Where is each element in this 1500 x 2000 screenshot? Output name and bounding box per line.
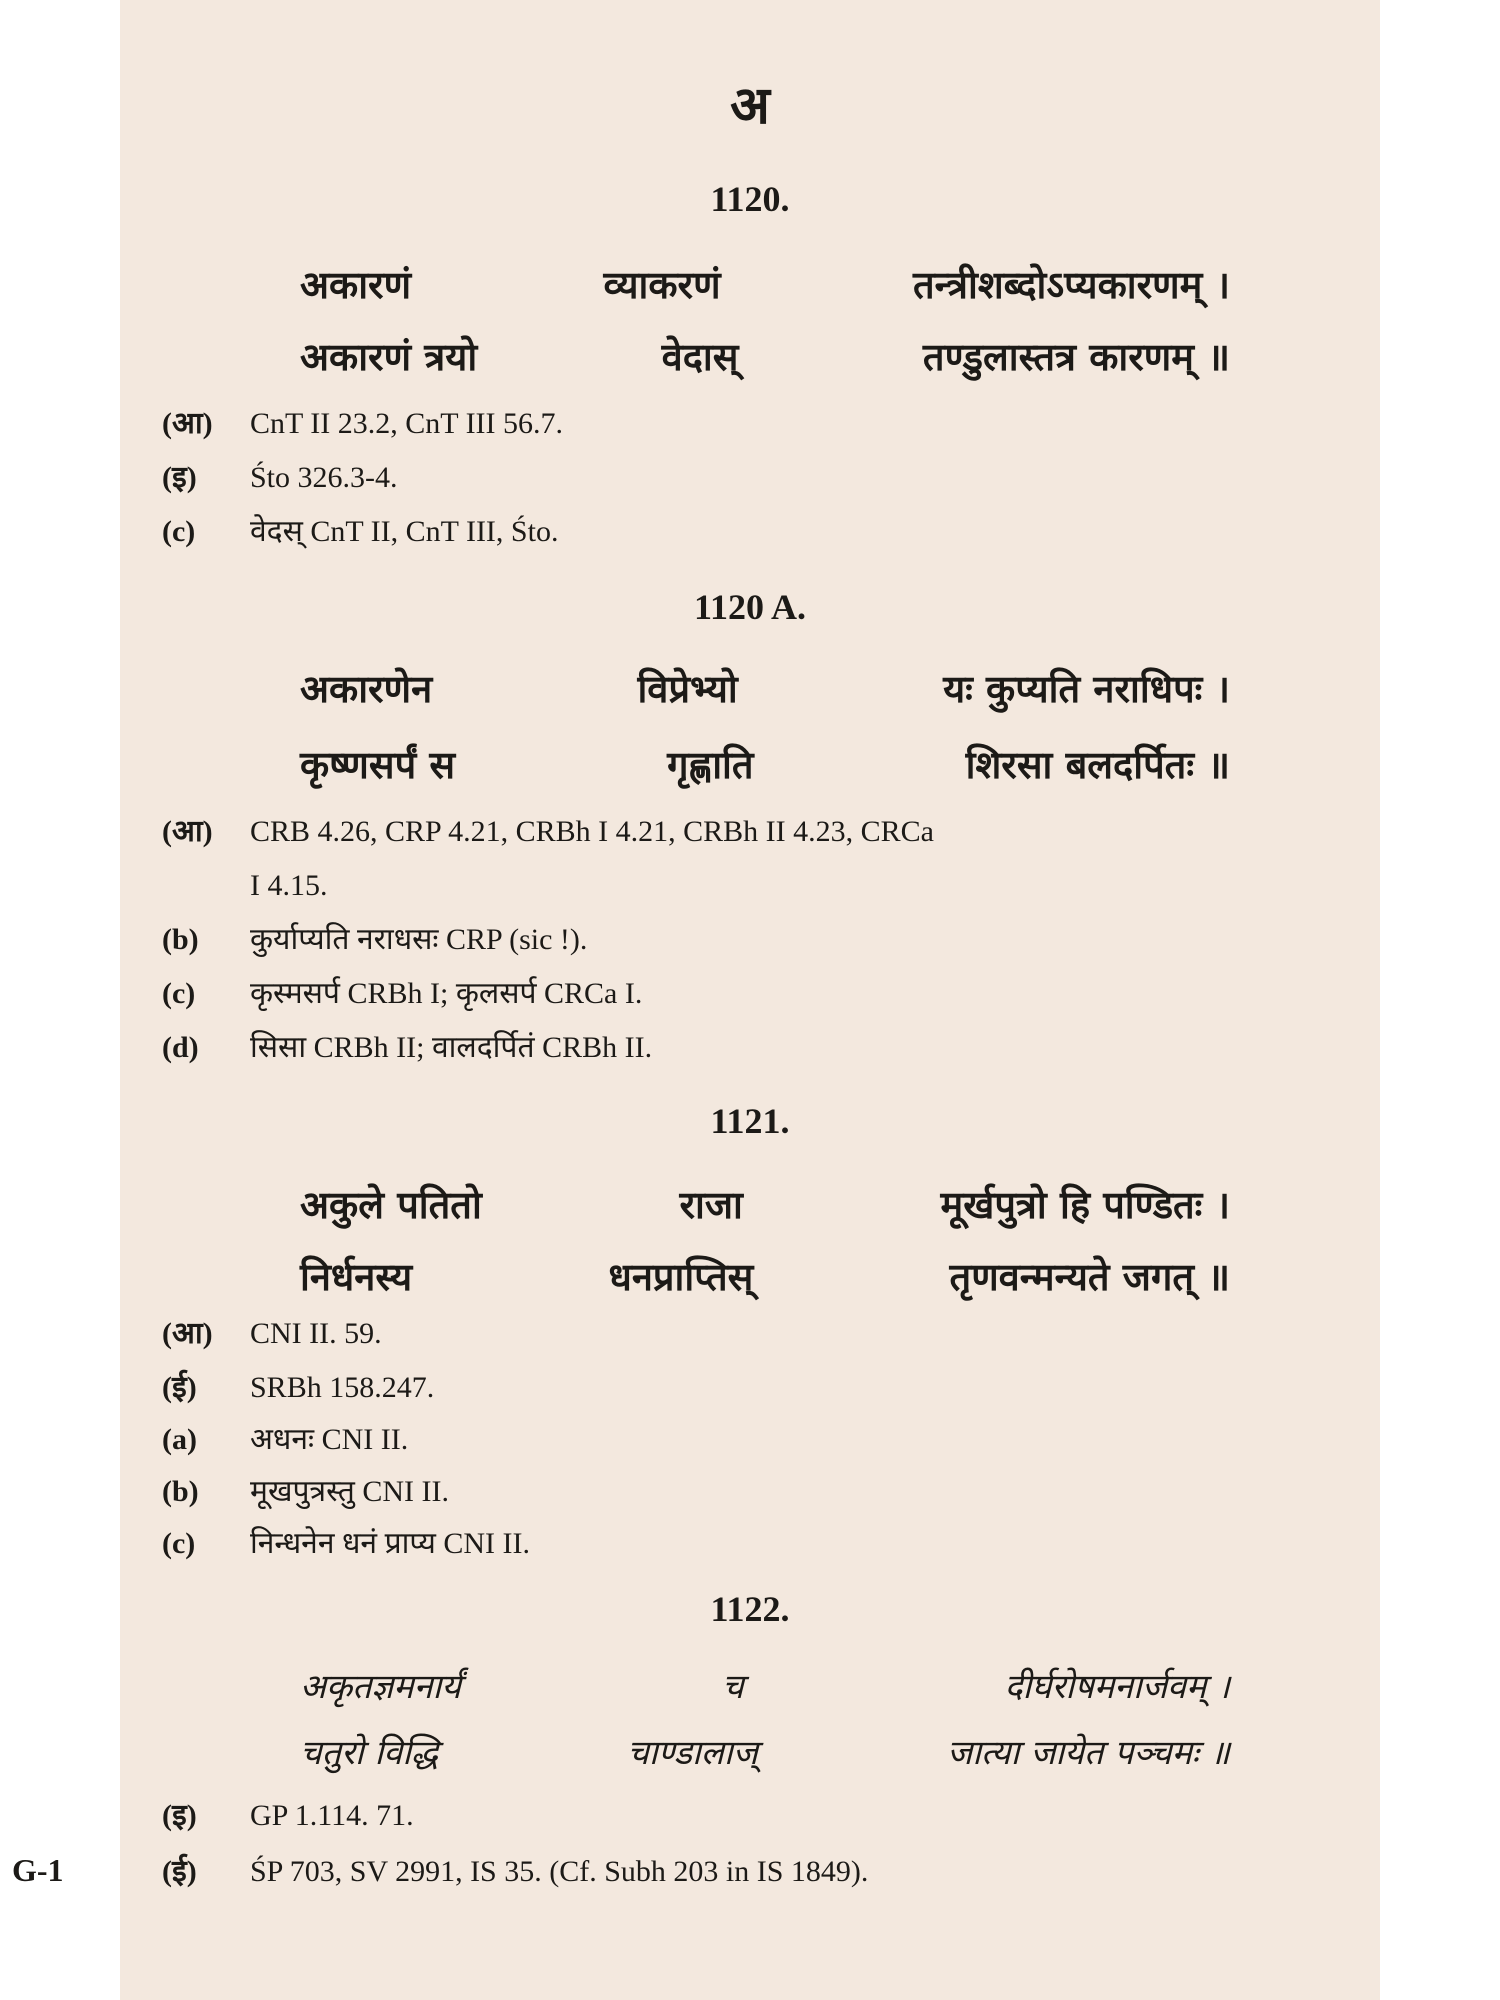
note-line — [162, 1466, 1350, 1518]
note-line — [162, 506, 1350, 558]
signature-mark: G-1 — [12, 1852, 64, 1888]
verse-segment: मूर्खपुत्रो हि पण्डितः । — [940, 1182, 1230, 1227]
note-line — [162, 1846, 1350, 1898]
verse-segment: कृष्णसर्पं स — [300, 742, 456, 787]
verse-line — [300, 1662, 1230, 1708]
verse-segment: तण्डुलास्तत्र कारणम् ॥ — [922, 334, 1230, 379]
book-page — [120, 0, 1380, 2000]
verse-line — [300, 258, 1230, 310]
note-line — [162, 1790, 1350, 1842]
note-marker: (आ) — [162, 1317, 213, 1350]
note-line — [162, 1308, 1350, 1360]
entry-number: 1121. — [710, 1101, 790, 1141]
verse-segment: दीर्घरोषमनार्जवम् । — [1004, 1667, 1230, 1707]
verse-segment: अकृतज्ञमनार्यं — [300, 1667, 461, 1707]
note-marker: (ई) — [162, 1855, 197, 1888]
verse-segment: चाण्डालाज् — [627, 1733, 758, 1773]
note-text: अधनः CNI II. — [250, 1423, 409, 1456]
note-text: CNI II. 59. — [250, 1317, 382, 1350]
note-marker: (आ) — [162, 815, 213, 848]
note-line — [162, 398, 1350, 450]
verse-segment: तृणवन्मन्यते जगत् ॥ — [949, 1254, 1230, 1299]
note-text: वेदस् CnT II, CnT III, Śto. — [250, 515, 559, 548]
note-marker: (इ) — [162, 461, 197, 494]
verse-segment: अकारणं — [300, 262, 412, 307]
verse-segment: निर्धनस्य — [300, 1254, 413, 1299]
note-text: ŚP 703, SV 2991, IS 35. (Cf. Subh 203 in IS 1849). — [250, 1855, 869, 1888]
note-line — [162, 1362, 1350, 1414]
verse-segment: अकारणं त्रयो — [300, 334, 478, 379]
verse-segment: धनप्राप्तिस् — [608, 1254, 754, 1299]
verse-segment: च — [721, 1667, 744, 1707]
note-marker: (c) — [162, 515, 196, 548]
note-text: Śto 326.3-4. — [250, 461, 398, 494]
note-line-continued — [250, 860, 1350, 912]
verse-segment: विप्रेभ्यो — [637, 666, 738, 711]
note-text: कृस्मसर्प CRBh I; कृलसर्प CRCa I. — [250, 977, 643, 1010]
entry-number: 1120 A. — [693, 587, 807, 627]
note-marker: (c) — [162, 1527, 196, 1560]
verse-segment: तन्त्रीशब्दोऽप्यकारणम् । — [913, 262, 1230, 307]
note-marker: (b) — [162, 1475, 199, 1508]
verse-segment: अकारणेन — [300, 666, 433, 711]
note-text: I 4.15. — [250, 869, 328, 902]
verse-segment: अकुले पतितो — [300, 1182, 482, 1227]
note-line — [162, 1518, 1350, 1570]
note-marker: (आ) — [162, 407, 213, 440]
verse-segment: वेदास् — [661, 334, 739, 379]
note-marker: (इ) — [162, 1799, 197, 1832]
note-marker: (b) — [162, 923, 199, 956]
note-text: कुर्याप्यति नराधसः CRP (sic !). — [250, 923, 588, 956]
verse-line — [300, 1178, 1230, 1230]
verse-segment: यः कुप्यति नराधिपः । — [943, 666, 1230, 711]
verse-segment: राजा — [679, 1182, 743, 1227]
note-text: SRBh 158.247. — [250, 1371, 435, 1404]
verse-line — [300, 1250, 1230, 1302]
note-text: CnT II 23.2, CnT III 56.7. — [250, 407, 564, 440]
entry-number: 1120. — [710, 179, 790, 219]
note-marker: (a) — [162, 1423, 197, 1456]
verse-line — [300, 330, 1230, 382]
note-line — [162, 1414, 1350, 1466]
verse-line — [300, 662, 1230, 714]
verse-segment: व्याकरणं — [603, 262, 721, 307]
note-marker: (ई) — [162, 1371, 197, 1404]
note-text: सिसा CRBh II; वालदर्पितं CRBh II. — [250, 1031, 653, 1064]
note-line — [162, 1022, 1350, 1074]
note-line — [162, 452, 1350, 504]
note-line — [162, 806, 1350, 858]
verse-line — [300, 738, 1230, 790]
entry-number: 1122. — [710, 1589, 790, 1629]
note-text: GP 1.114. 71. — [250, 1799, 414, 1832]
note-marker: (d) — [162, 1031, 199, 1064]
note-marker: (c) — [162, 977, 196, 1010]
verse-segment: चतुरो विद्धि — [300, 1733, 439, 1773]
note-text: निन्धनेन धनं प्राप्य CNI II. — [250, 1527, 530, 1560]
note-line — [162, 914, 1350, 966]
verse-segment: जात्या जायेत पञ्चमः ॥ — [946, 1733, 1230, 1773]
note-line — [162, 968, 1350, 1020]
note-text: मूखपुत्रस्तु CNI II. — [250, 1475, 449, 1508]
verse-segment: शिरसा बलदर्पितः ॥ — [965, 742, 1230, 787]
note-text: CRB 4.26, CRP 4.21, CRBh I 4.21, CRBh II 4.23, CRCa — [250, 815, 934, 848]
verse-line — [300, 1728, 1230, 1774]
section-letter: अ — [730, 75, 770, 136]
verse-segment: गृह्णाति — [667, 742, 754, 787]
